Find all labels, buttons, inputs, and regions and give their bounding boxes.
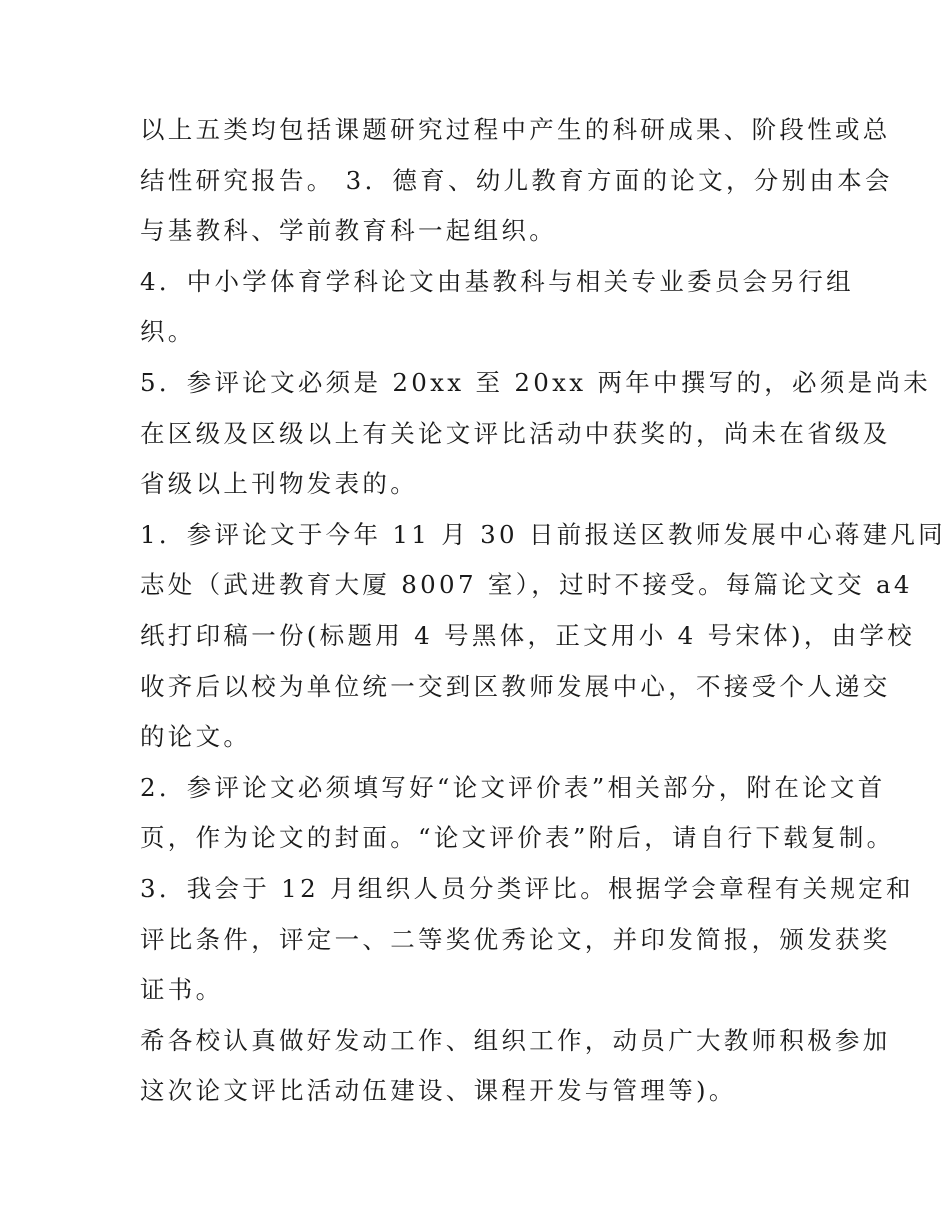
text-line: 5．参评论文必须是 20xx 至 20xx 两年中撰写的，必须是尚未 (140, 367, 932, 397)
text-line: 与基教科、学前教育科一起组织。 (140, 216, 557, 246)
text-line: 纸打印稿一份(标题用 4 号黑体，正文用小 4 号宋体)，由学校 (140, 620, 916, 650)
text-line: 1．参评论文于今年 11 月 30 日前报送区教师发展中心蒋建凡同 (140, 519, 946, 549)
text-line: 的论文。 (140, 722, 252, 752)
text-line: 2．参评论文必须填写好“论文评价表”相关部分，附在论文首 (140, 772, 886, 802)
text-line: 结性研究报告。 3．德育、幼儿教育方面的论文，分别由本会 (140, 165, 893, 195)
text-line: 织。 (140, 317, 196, 347)
text-line: 收齐后以校为单位统一交到区教师发展中心，不接受个人递交 (140, 671, 891, 701)
text-line: 志处（武进教育大厦 8007 室），过时不接受。每篇论文交 a4 (140, 570, 913, 600)
text-line: 3．我会于 12 月组织人员分类评比。根据学会章程有关规定和 (140, 873, 914, 903)
text-line: 页，作为论文的封面。“论文评价表”附后，请自行下载复制。 (140, 823, 895, 853)
text-line: 在区级及区级以上有关论文评比活动中获奖的，尚未在省级及 (140, 418, 891, 448)
text-line: 证书。 (140, 975, 224, 1005)
text-line: 这次论文评比活动伍建设、课程开发与管理等)。 (140, 1076, 737, 1106)
document-body (140, 105, 946, 1117)
text-line: 希各校认真做好发动工作、组织工作，动员广大教师积极参加 (140, 1025, 891, 1055)
text-line: 评比条件，评定一、二等奖优秀论文，并印发简报，颁发获奖 (140, 924, 891, 954)
text-line: 省级以上刊物发表的。 (140, 469, 418, 499)
text-line: 以上五类均包括课题研究过程中产生的科研成果、阶段性或总 (140, 115, 891, 144)
text-line: 4．中小学体育学科论文由基教科与相关专业委员会另行组 (140, 266, 854, 296)
